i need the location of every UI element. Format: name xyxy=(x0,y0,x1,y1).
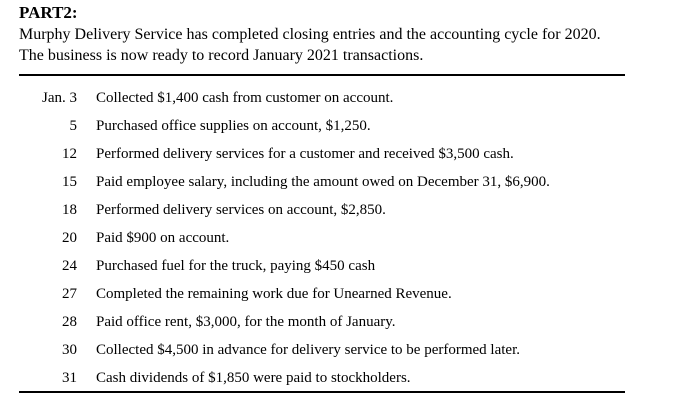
transaction-description: Completed the remaining work due for Unearned Revenue. xyxy=(96,285,452,302)
transaction-description: Paid office rent, $3,000, for the month of January. xyxy=(96,313,396,330)
transaction-row xyxy=(19,112,625,140)
transaction-date: 15 xyxy=(62,173,77,190)
transaction-date: 5 xyxy=(69,117,77,134)
transaction-date: 12 xyxy=(62,145,77,162)
transaction-date: 28 xyxy=(62,313,77,330)
transaction-row xyxy=(19,168,625,196)
transaction-description: Paid employee salary, including the amount owed on December 31, $6,900. xyxy=(96,173,550,190)
transaction-description: Collected $4,500 in advance for delivery service to be performed later. xyxy=(96,341,520,358)
transaction-date: 18 xyxy=(62,201,77,218)
transaction-row xyxy=(19,308,625,336)
transaction-description: Performed delivery services for a customer and received $3,500 cash. xyxy=(96,145,514,162)
transaction-row xyxy=(19,224,625,252)
intro-line: Murphy Delivery Service has completed closing entries and the accounting cycle for 2020. xyxy=(19,26,601,43)
top-rule-divider xyxy=(19,74,625,76)
transaction-row xyxy=(19,252,625,280)
transaction-description: Performed delivery services on account, $2,850. xyxy=(96,201,386,218)
transaction-row xyxy=(19,336,625,364)
transaction-row xyxy=(19,364,625,392)
transaction-date: 27 xyxy=(62,285,77,302)
intro-paragraph xyxy=(19,24,601,66)
transaction-date: Jan. 3 xyxy=(42,89,77,106)
transaction-row xyxy=(19,280,625,308)
transaction-description: Purchased fuel for the truck, paying $450 cash xyxy=(96,257,376,274)
transactions-list xyxy=(19,84,625,392)
part-heading: PART2: xyxy=(19,3,78,22)
transaction-row xyxy=(19,140,625,168)
transaction-date: 31 xyxy=(62,369,77,386)
transaction-row xyxy=(19,84,625,112)
transaction-description: Paid $900 on account. xyxy=(96,229,230,246)
transaction-date: 20 xyxy=(62,229,77,246)
transaction-date: 24 xyxy=(62,257,77,274)
intro-line: The business is now ready to record January 2021 transactions. xyxy=(19,47,424,64)
bottom-rule-divider xyxy=(19,391,625,393)
transaction-row xyxy=(19,196,625,224)
transaction-description: Collected $1,400 cash from customer on account. xyxy=(96,89,394,106)
transaction-description: Cash dividends of $1,850 were paid to stockholders. xyxy=(96,369,411,386)
transaction-date: 30 xyxy=(62,341,77,358)
transaction-description: Purchased office supplies on account, $1,250. xyxy=(96,117,371,134)
